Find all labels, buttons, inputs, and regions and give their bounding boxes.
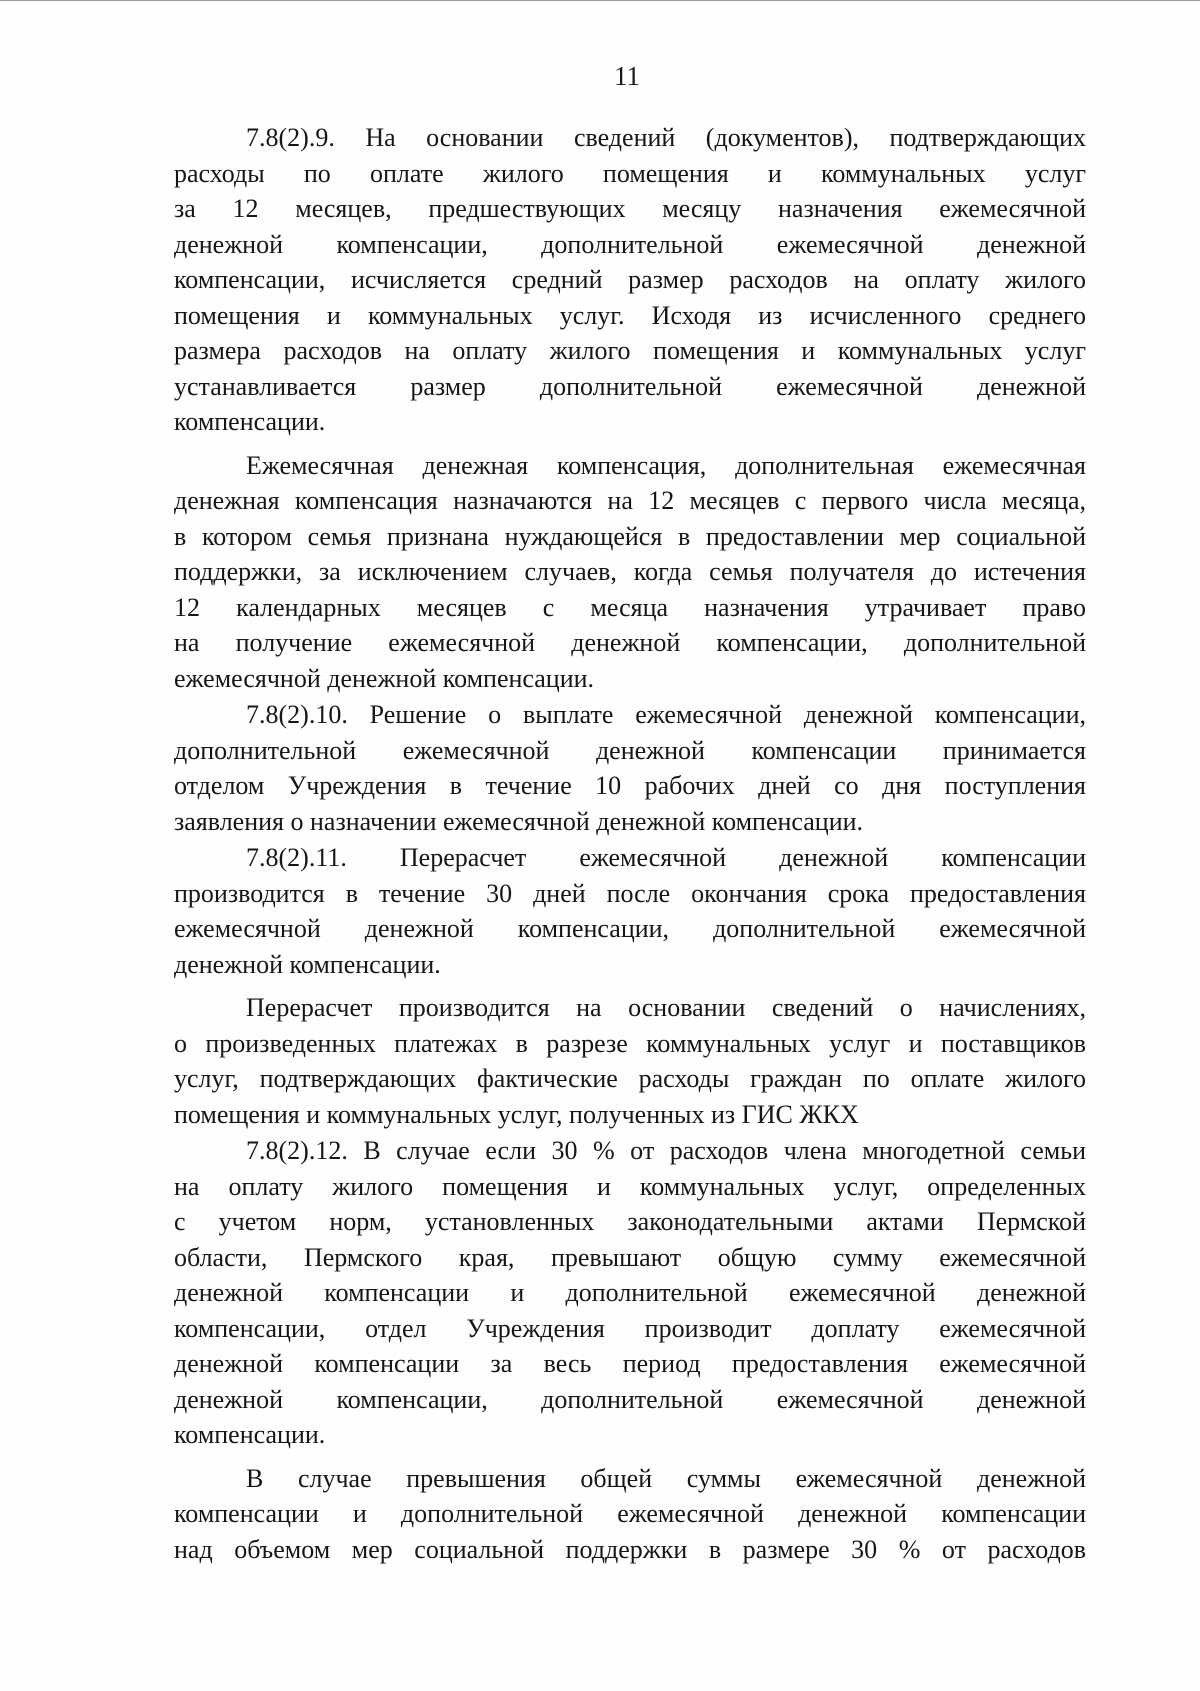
text-line: Ежемесячная денежная компенсация, дополнительная ежемесячная: [246, 450, 1086, 480]
text-line: на оплату жилого помещения и коммунальных услуг, определенных: [174, 1171, 1086, 1201]
paragraph-7-8-2-9: [174, 120, 1086, 440]
text-line: компенсации.: [174, 407, 326, 436]
paragraph-monthly-compensation: [174, 448, 1086, 697]
text-line: на получение ежемесячной денежной компенсации, дополнительной: [174, 628, 1086, 657]
text-line: отделом Учреждения в течение 10 рабочих дней со дня поступления: [174, 771, 1086, 800]
text-line: 7.8(2).11. Перерасчет ежемесячной денежной компенсации: [246, 843, 1086, 872]
text-line: о произведенных платежах в разрезе коммунальных услуг и поставщиков: [174, 1028, 1086, 1058]
text-line: услуг, подтверждающих фактические расходы граждан по оплате жилого: [174, 1064, 1086, 1093]
text-line: дополнительной ежемесячной денежной компенсации принимается: [174, 735, 1086, 765]
text-line: Перерасчет производится на основании сведений о начислениях,: [246, 993, 1086, 1022]
text-line: денежная компенсация назначаются на 12 месяцев с первого числа месяца,: [174, 486, 1086, 515]
text-line: компенсации, исчисляется средний размер расходов на оплату жилого: [174, 265, 1086, 294]
text-line: ежемесячной денежной компенсации, дополнительной ежемесячной: [174, 914, 1086, 943]
text-line: поддержки, за исключением случаев, когда семья получателя до истечения: [174, 557, 1086, 586]
text-line: денежной компенсации, дополнительной ежемесячной денежной: [174, 1384, 1086, 1414]
text-line: помещения и коммунальных услуг. Исходя из исчисленного среднего: [174, 300, 1086, 330]
text-line: заявления о назначении ежемесячной денежной компенсации.: [174, 806, 864, 836]
paragraph-7-8-2-12: [174, 1133, 1086, 1453]
text-line: 7.8(2).12. В случае если 30 % от расходов члена многодетной семьи: [246, 1136, 1086, 1165]
paragraph-excess: [174, 1461, 1086, 1568]
text-line: денежной компенсации и дополнительной ежемесячной денежной: [174, 1278, 1086, 1307]
text-line: области, Пермского края, превышают общую сумму ежемесячной: [174, 1242, 1086, 1272]
text-line: денежной компенсации, дополнительной ежемесячной денежной: [174, 229, 1086, 259]
text-line: размера расходов на оплату жилого помещения и коммунальных услуг: [174, 336, 1086, 365]
text-line: за 12 месяцев, предшествующих месяцу назначения ежемесячной: [174, 194, 1086, 223]
text-line: компенсации.: [174, 1420, 326, 1449]
text-line: денежной компенсации за весь период предоставления ежемесячной: [174, 1349, 1086, 1378]
text-line: компенсации и дополнительной ежемесячной денежной компенсации: [174, 1499, 1086, 1528]
text-line: компенсации, отдел Учреждения производит доплату ежемесячной: [174, 1313, 1086, 1343]
text-line: с учетом норм, установленных законодательными актами Пермской: [174, 1207, 1086, 1236]
text-line: помещения и коммунальных услуг, полученных из ГИС ЖКХ: [174, 1099, 859, 1129]
text-line: 7.8(2).9. На основании сведений (документов), подтверждающих: [246, 123, 1086, 152]
document-body: [174, 120, 1086, 1567]
text-line: ежемесячной денежной компенсации.: [174, 663, 595, 693]
text-line: производится в течение 30 дней после окончания срока предоставления: [174, 878, 1086, 908]
text-line: расходы по оплате жилого помещения и коммунальных услуг: [174, 158, 1086, 188]
text-line: над объемом мер социальной поддержки в размере 30 % от расходов: [174, 1534, 1086, 1564]
text-line: денежной компенсации.: [174, 949, 441, 979]
text-line: 7.8(2).10. Решение о выплате ежемесячной денежной компенсации,: [246, 700, 1086, 729]
paragraph-7-8-2-10: [174, 697, 1086, 839]
paragraph-7-8-2-11: [174, 840, 1086, 982]
paragraph-recalculation: [174, 990, 1086, 1132]
text-line: В случае превышения общей суммы ежемесячной денежной: [246, 1463, 1086, 1493]
text-line: в котором семья признана нуждающейся в предоставлении мер социальной: [174, 521, 1086, 551]
text-line: устанавливается размер дополнительной ежемесячной денежной: [174, 371, 1086, 401]
page-number: 11: [614, 61, 640, 91]
text-line: 12 календарных месяцев с месяца назначения утрачивает право: [174, 592, 1086, 622]
